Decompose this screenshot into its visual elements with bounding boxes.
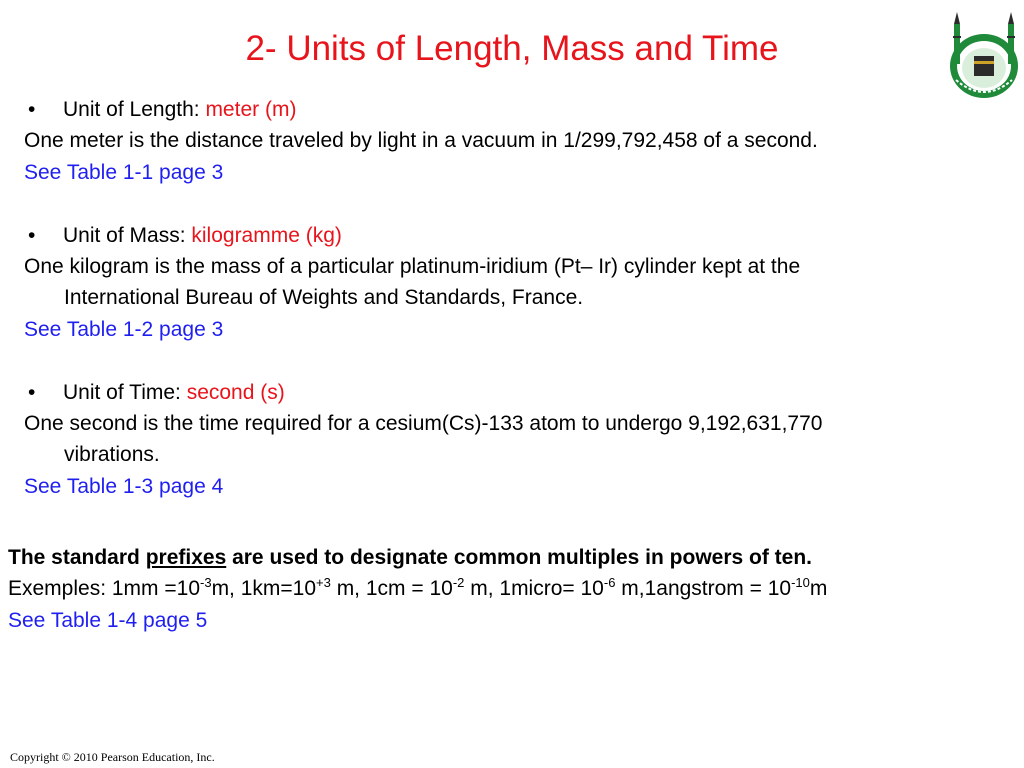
example-exp-4: -6 xyxy=(603,575,616,591)
length-label: Unit of Length: xyxy=(63,98,206,121)
example-text-2: m, 1km=10 xyxy=(211,577,317,601)
time-definition-line1: One second is the time required for a cesium(Cs)-133 atom to undergo 9,192,631,770 xyxy=(24,412,823,436)
example-text-1: Exemples: 1mm =10 xyxy=(8,577,200,601)
copyright-notice: Copyright © 2010 Pearson Education, Inc. xyxy=(10,750,215,764)
length-unit: meter (m) xyxy=(205,98,297,121)
example-text-6: m xyxy=(809,577,828,601)
mass-unit: kilogramme (kg) xyxy=(191,223,342,247)
example-exp-3: -2 xyxy=(452,575,465,591)
time-label: Unit of Time: xyxy=(63,380,187,404)
units-content xyxy=(24,94,1014,502)
example-exp-5: -10 xyxy=(791,575,810,591)
prefixes-block xyxy=(8,542,1018,636)
prefixes-keyword: prefixes xyxy=(145,546,227,569)
length-bullet xyxy=(24,94,1014,125)
prefixes-examples xyxy=(8,573,1018,604)
slide-title: 2- Units of Length, Mass and Time xyxy=(245,29,779,68)
prefixes-heading xyxy=(8,542,1018,573)
mass-definition-line2: International Bureau of Weights and Standards, France. xyxy=(64,286,584,310)
length-definition: One meter is the distance traveled by light in a vacuum in 1/299,792,458 of a second. xyxy=(24,129,818,153)
example-exp-1: -3 xyxy=(200,575,212,591)
university-emblem-icon xyxy=(944,6,1024,102)
time-reference: See Table 1-3 page 4 xyxy=(24,474,224,498)
bullet-icon: • xyxy=(28,223,36,247)
time-definition-line2: vibrations. xyxy=(64,443,160,467)
mass-reference: See Table 1-2 page 3 xyxy=(24,317,224,341)
example-text-4: m, 1micro= 10 xyxy=(464,577,604,601)
length-reference: See Table 1-1 page 3 xyxy=(24,160,224,184)
example-text-5: m,1angstrom = 10 xyxy=(615,577,792,601)
mass-definition-line1: One kilogram is the mass of a particular platinum-iridium (Pt– Ir) cylinder kept at the xyxy=(24,255,801,279)
example-exp-2: +3 xyxy=(316,575,331,591)
example-text-3: m, 1cm = 10 xyxy=(330,577,453,601)
time-unit: second (s) xyxy=(186,380,285,404)
prefixes-reference: See Table 1-4 page 5 xyxy=(8,608,208,632)
mass-label: Unit of Mass: xyxy=(63,223,192,247)
bullet-icon: • xyxy=(28,380,36,404)
time-bullet xyxy=(24,377,1014,408)
prefixes-heading-end: are used to designate common multiples in powers of ten. xyxy=(226,546,813,569)
bullet-icon: • xyxy=(28,98,36,121)
mass-bullet xyxy=(24,220,1014,251)
prefixes-heading-start: The standard xyxy=(8,546,146,569)
